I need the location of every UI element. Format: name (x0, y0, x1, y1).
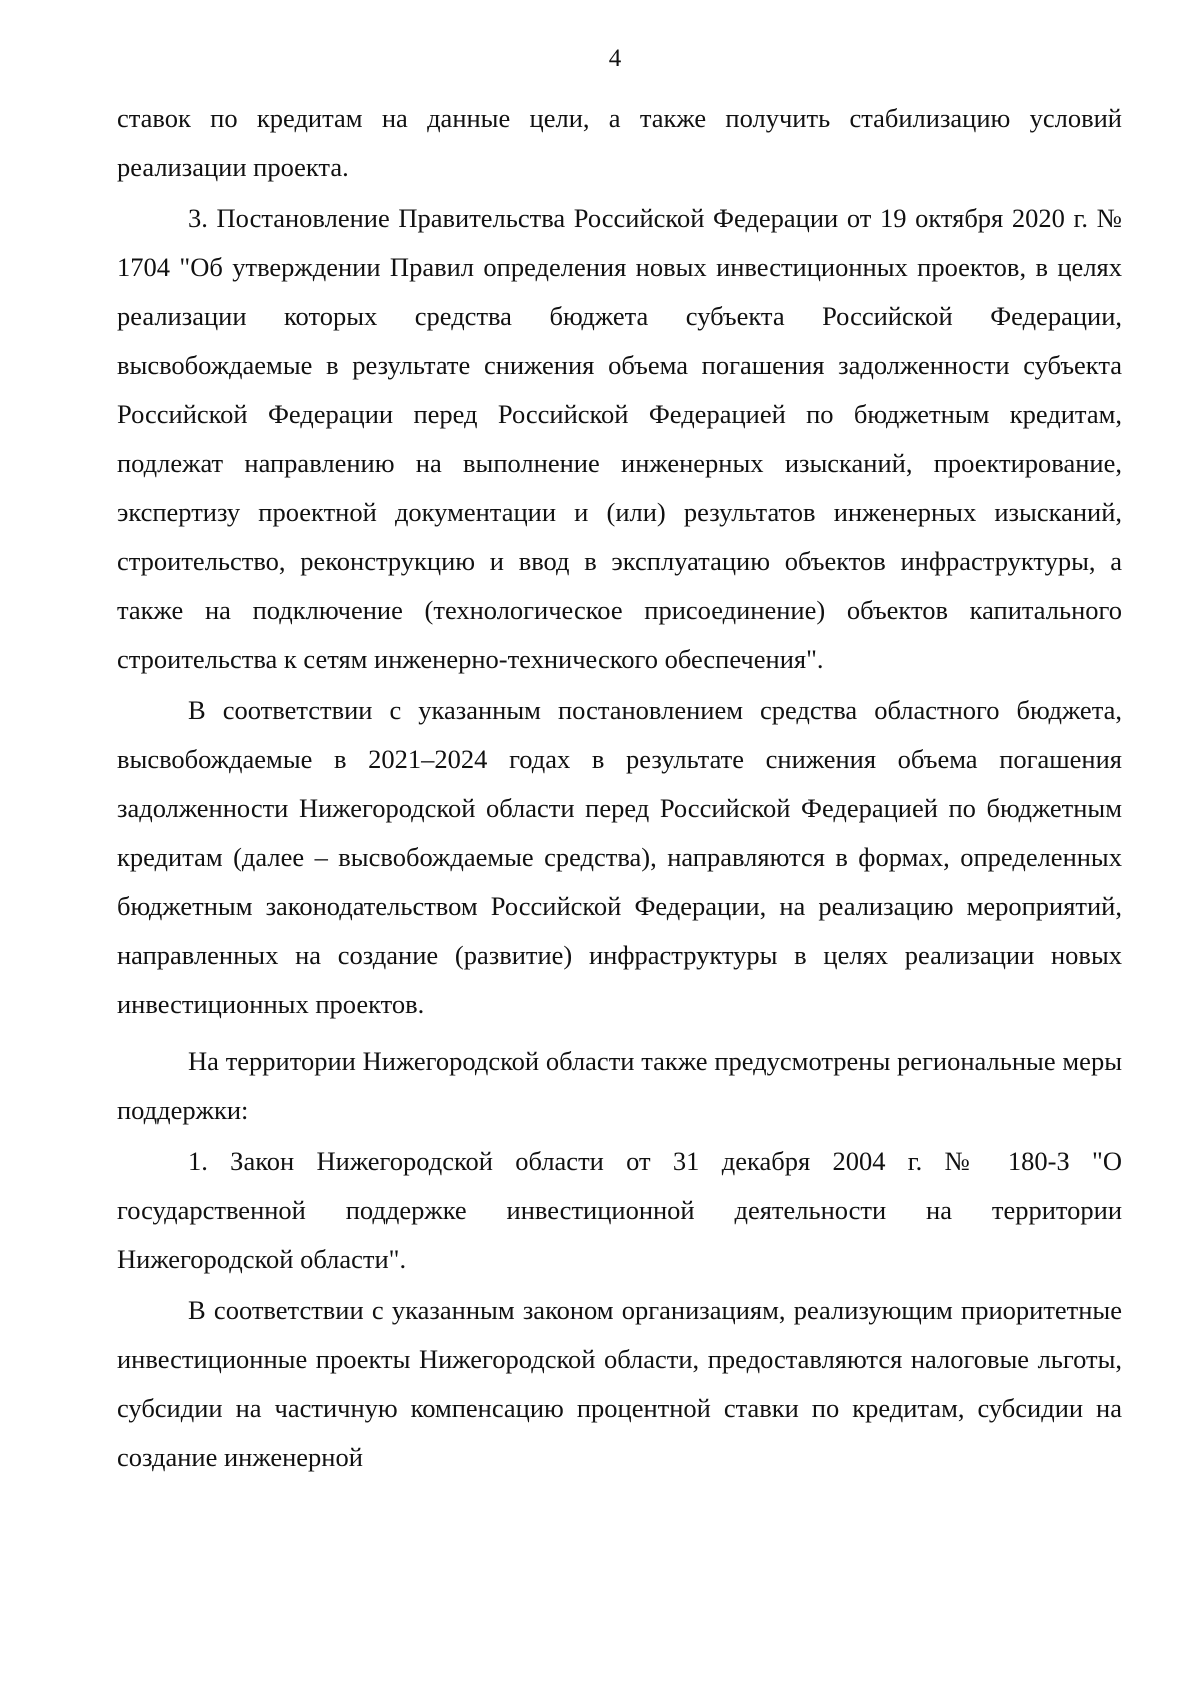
page-number: 4 (608, 45, 622, 72)
paragraph-resolution-1704: 3. Постановление Правительства Российской Федерации от 19 октября 2020 г. № 1704 "Об утверждении Правил определения новых инвестиционных проектов, в целях реализации которых средства бюджета субъекта Российской Федерации, высвобождаемые в результате снижения объема погашения задолженности субъекта Российской Федерации перед Российской Федерацией по бюджетным кредитам, подлежат направлению на выполнение инженерных изысканий, проектирование, экспертизу проектной документации и (или) результатов инженерных изысканий, строительство, реконструкцию и ввод в эксплуатацию объектов инфраструктуры, а также на подключение (технологическое присоединение) объектов капитального строительства к сетям инженерно-технического обеспечения". (117, 203, 1122, 674)
paragraph-regional-support: На территории Нижегородской области также предусмотрены региональные меры поддержки: (117, 1046, 1122, 1125)
paragraph-priority-projects: В соответствии с указанным законом организациям, реализующим приоритетные инвестиционные проекты Нижегородской области, предоставляются налоговые льготы, субсидии на частичную компенсацию процентной ставки по кредитам, субсидии на создание инженерной (117, 1295, 1122, 1472)
document-body (117, 94, 1122, 1482)
paragraph-released-funds: В соответствии с указанным постановлением средства областного бюджета, высвобождаемые в 2021–2024 годах в результате снижения объема погашения задолженности Нижегородской области перед Российской Федерацией по бюджетным кредитам (далее – высвобождаемые средства), направляются в формах, определенных бюджетным законодательством Российской Федерации, на реализацию мероприятий, направленных на создание (развитие) инфраструктуры в целях реализации новых инвестиционных проектов. (117, 695, 1122, 1019)
paragraph-law-180: 1. Закон Нижегородской области от 31 декабря 2004 г. № 180-З "О государственной поддержке инвестиционной деятельности на территории Нижегородской области". (117, 1146, 1122, 1274)
paragraph-continuation: ставок по кредитам на данные цели, а также получить стабилизацию условий реализации проекта. (117, 103, 1122, 182)
